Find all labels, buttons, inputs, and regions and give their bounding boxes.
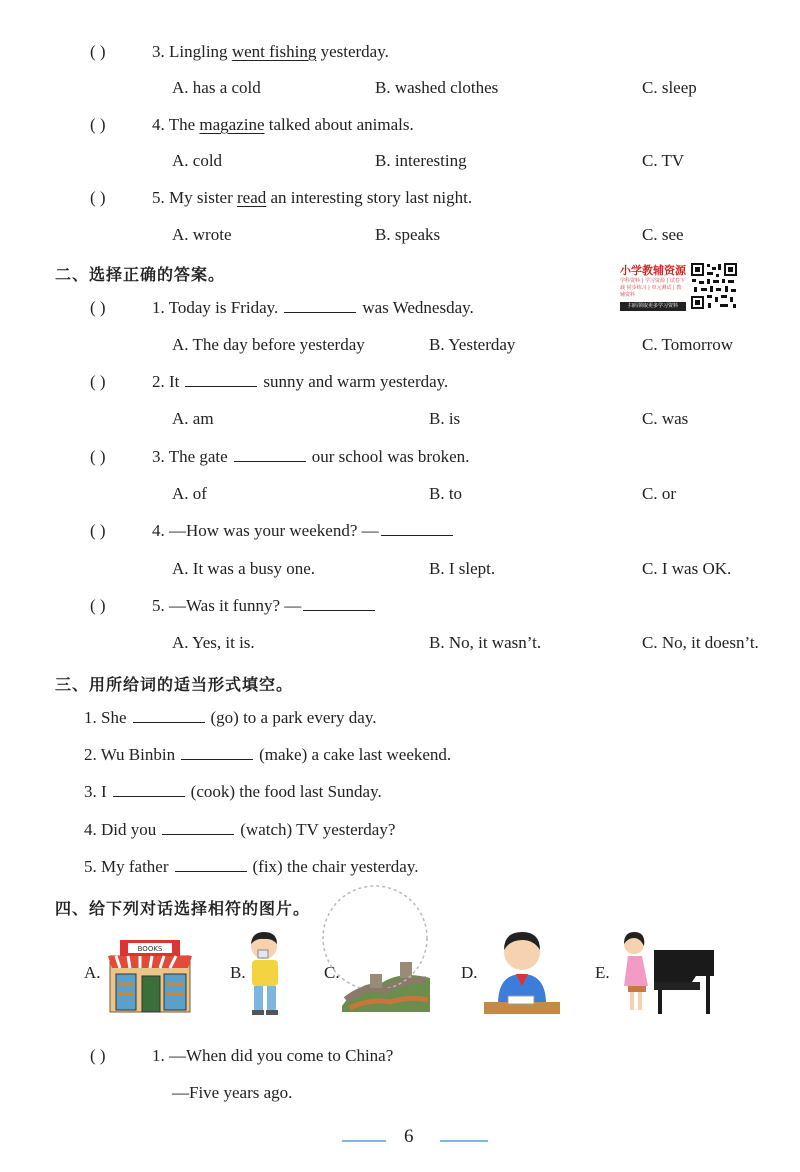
option-a: A. of [172, 484, 207, 503]
option-a: A. The day before yesterday [172, 335, 365, 354]
answer-blank [185, 372, 257, 387]
question-s2-2 [152, 372, 448, 392]
section-3-heading: 三、用所给词的适当形式填空。 [55, 675, 294, 694]
page-footer [0, 1124, 800, 1154]
option-b: B. washed clothes [375, 78, 499, 97]
option-c: C. sleep [642, 78, 697, 97]
option-a: A. Yes, it is. [172, 633, 255, 652]
question-s2-1 [152, 298, 474, 318]
option-b: B. I slept. [429, 559, 496, 578]
option-c: C. I was OK. [642, 559, 732, 578]
fill-item-5 [84, 857, 419, 877]
answer-blank [234, 447, 306, 462]
answer-paren: ( ) [90, 521, 106, 540]
answer-blank [181, 745, 253, 760]
boy-sneezing-icon [242, 930, 288, 1016]
footer-line-right [440, 1140, 488, 1142]
section-4-heading: 四、给下列对话选择相符的图片。 [55, 899, 311, 918]
answer-paren: ( ) [90, 42, 106, 61]
question-text: 1. Today is Friday. [152, 298, 279, 317]
answer-blank [303, 596, 375, 611]
question-text: 3. The gate [152, 447, 228, 466]
option-a: A. am [172, 409, 214, 428]
fill-item-3 [84, 782, 382, 802]
answer-blank [284, 298, 356, 313]
question-p1-3 [152, 42, 389, 62]
fill-text: (fix) the chair yesterday. [252, 857, 419, 876]
answer-paren: ( ) [90, 1046, 106, 1065]
question-p1-5 [152, 188, 472, 208]
fill-text: (go) to a park every day. [210, 708, 377, 727]
answer-paren: ( ) [90, 596, 106, 615]
boy-writing-icon [484, 930, 560, 1016]
option-b: B. is [429, 409, 461, 428]
option-b: B. speaks [375, 225, 441, 244]
answer-paren: ( ) [90, 115, 106, 134]
bookshop-icon [106, 940, 194, 1014]
dialogue-line-2: —Five years ago. [172, 1083, 293, 1102]
question-text: 4. The [152, 115, 200, 134]
question-text: an interesting story last night. [266, 188, 473, 207]
question-text: sunny and warm yesterday. [263, 372, 449, 391]
answer-blank [162, 820, 234, 835]
answer-paren: ( ) [90, 372, 106, 391]
girl-piano-icon [618, 932, 716, 1016]
answer-blank [175, 857, 247, 872]
underlined-word: read [237, 188, 267, 207]
picture-label-a: A. [84, 963, 101, 982]
question-text: 2. It [152, 372, 180, 391]
option-a: A. cold [172, 151, 223, 170]
fill-text: (make) a cake last weekend. [259, 745, 452, 764]
qr-promo [620, 262, 740, 312]
picture-label-b: B. [230, 963, 246, 982]
question-text: 3. Lingling [152, 42, 232, 61]
picture-label-e: E. [595, 963, 610, 982]
great-wall-icon [340, 950, 432, 1014]
option-c: C. or [642, 484, 676, 503]
picture-label-d: D. [461, 963, 478, 982]
question-text: was Wednesday. [362, 298, 474, 317]
answer-blank [113, 782, 185, 797]
answer-paren: ( ) [90, 298, 106, 317]
question-text: yesterday. [316, 42, 389, 61]
page-number: 6 [404, 1126, 414, 1147]
option-a: A. wrote [172, 225, 232, 244]
answer-blank [381, 521, 453, 536]
picture-label-c: C. [324, 963, 340, 982]
answer-blank [133, 708, 205, 723]
fill-text: (cook) the food last Sunday. [190, 782, 382, 801]
qr-code-icon [690, 262, 738, 310]
underlined-word: went fishing [231, 42, 317, 61]
option-b: B. to [429, 484, 463, 503]
option-c: C. Tomorrow [642, 335, 734, 354]
footer-line-left [342, 1140, 386, 1142]
qr-banner: 扫码领取更多学习资料 [620, 302, 686, 311]
question-s2-4 [152, 521, 459, 541]
fill-text: 5. My father [84, 857, 169, 876]
question-text: 5. My sister [152, 188, 237, 207]
fill-item-4 [84, 820, 395, 840]
option-a: A. It was a busy one. [172, 559, 316, 578]
question-s2-5 [152, 596, 381, 616]
dialogue-line-1: 1. —When did you come to China? [152, 1046, 394, 1065]
fill-text: 1. She [84, 708, 127, 727]
question-text: our school was broken. [311, 447, 470, 466]
option-a: A. has a cold [172, 78, 261, 97]
shop-sign-text: BOOKS [137, 945, 163, 953]
option-c: C. see [642, 225, 684, 244]
question-text: 5. —Was it funny? — [152, 596, 302, 615]
answer-paren: ( ) [90, 188, 106, 207]
option-b: B. interesting [375, 151, 467, 170]
fill-text: 3. I [84, 782, 107, 801]
option-c: C. was [642, 409, 689, 428]
answer-paren: ( ) [90, 447, 106, 466]
option-b: B. Yesterday [429, 335, 516, 354]
underlined-word: magazine [199, 115, 265, 134]
option-c: C. TV [642, 151, 685, 170]
qr-title: 小学教辅资源 [620, 264, 686, 277]
fill-text: (watch) TV yesterday? [240, 820, 396, 839]
fill-text: 2. Wu Binbin [84, 745, 176, 764]
question-p1-4 [152, 115, 414, 135]
section-2-heading: 二、选择正确的答案。 [55, 265, 226, 284]
option-c: C. No, it doesn’t. [642, 633, 759, 652]
fill-item-1 [84, 708, 377, 728]
fill-item-2 [84, 745, 451, 765]
question-text: talked about animals. [264, 115, 414, 134]
qr-subtitle: 学科资料 | 学习资源 | 试卷下载 同步练习 | 单元测试 | 教辅资料 [620, 278, 685, 298]
question-text: 4. —How was your weekend? — [152, 521, 379, 540]
question-s2-3 [152, 447, 469, 467]
option-b: B. No, it wasn’t. [429, 633, 542, 652]
fill-text: 4. Did you [84, 820, 157, 839]
